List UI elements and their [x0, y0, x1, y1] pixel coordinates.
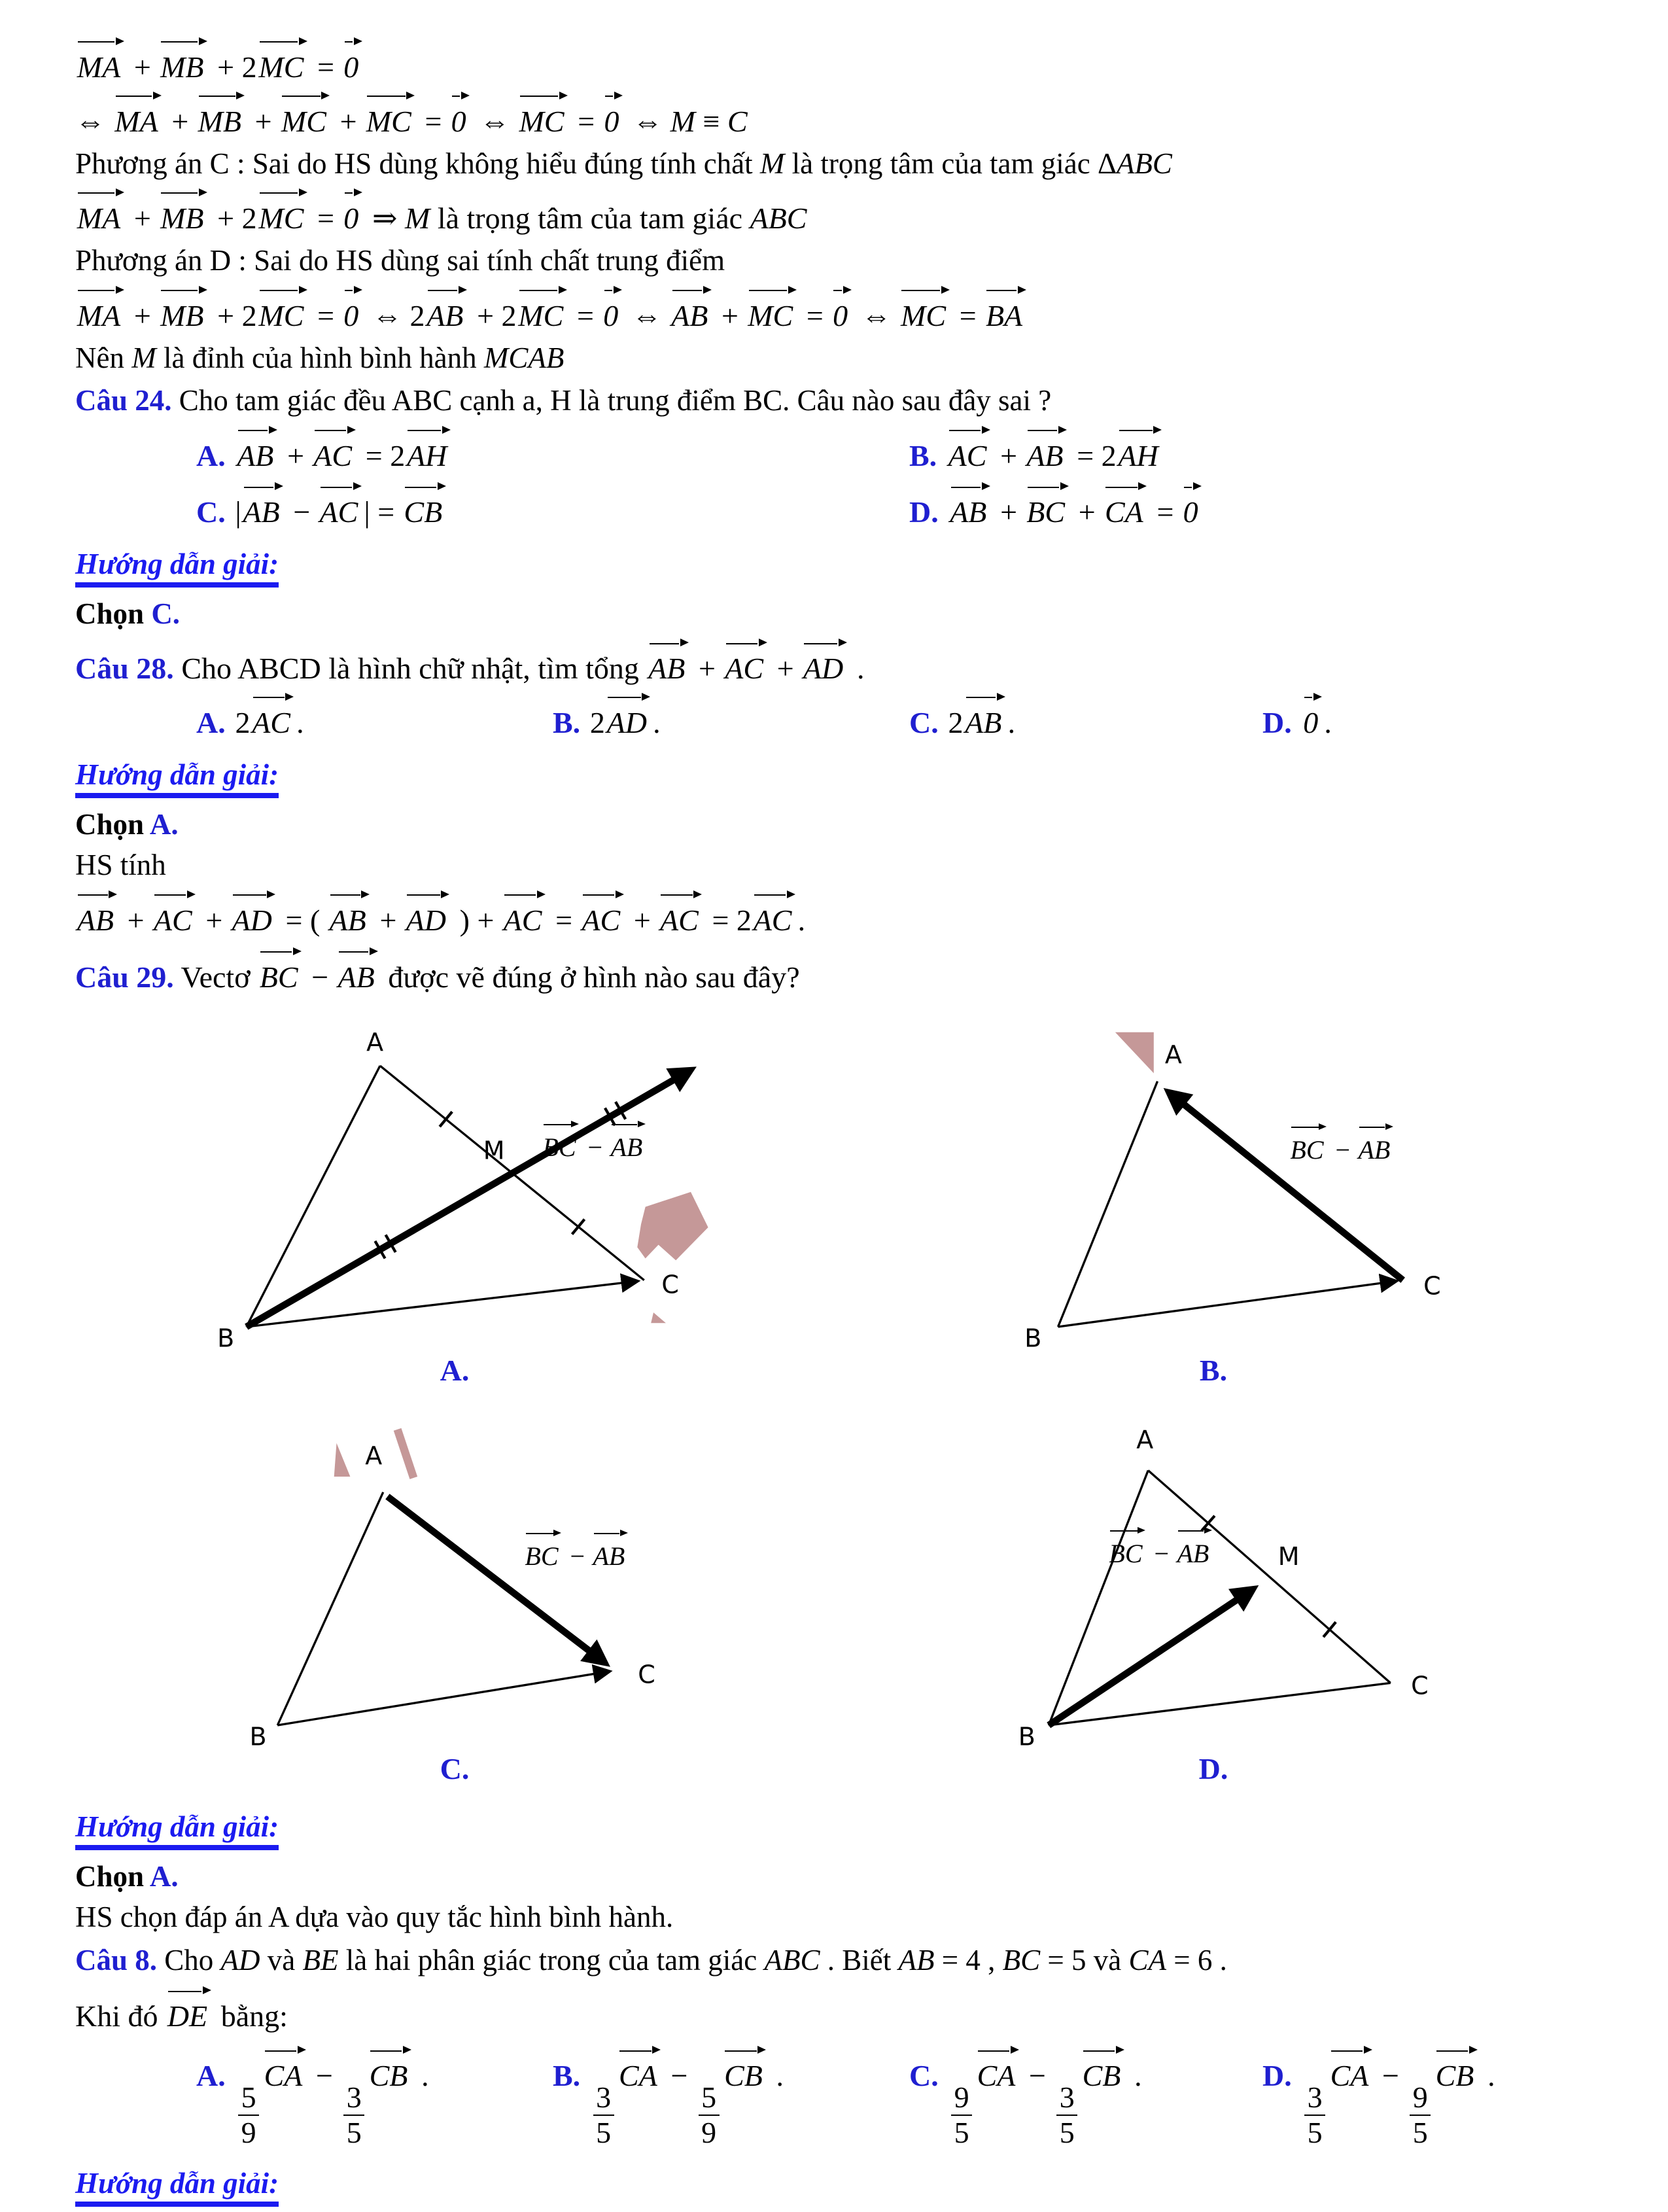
question-28 [75, 635, 1593, 686]
vertex-label-b: B [217, 1324, 235, 1352]
edge-ab [1049, 1471, 1148, 1726]
paragraph-phuong-an-d: Phương án D : Sai do HS dùng sai tính chất trung điểm [75, 244, 725, 277]
vertex-label-c: C [661, 1271, 679, 1300]
vertex-label-b: B [249, 1722, 267, 1751]
option-28-c [834, 692, 1213, 741]
diagram-a-wrapper [75, 1004, 834, 1402]
question-8-text: Cho AD và BE là hai phân giác trong của tam giác ABC . Biết AB = 4 , BC = 5 và CA = 6 . [157, 1943, 1227, 1976]
question-29-text: Vectơ BC − AB được vẽ đúng ở hình nào sau đây? [173, 960, 800, 994]
edge-ab [277, 1492, 383, 1725]
option-28-d-formula: 0 . [1303, 706, 1332, 740]
guide-28-choose-letter: A. [149, 808, 179, 841]
diagram-b-caption: B. [1199, 1354, 1228, 1388]
triangle-figure-b [919, 1004, 1508, 1352]
option-24-a-formula: AB + AC = 2AH [235, 439, 453, 472]
vector-difference-label: BC − AB [1107, 1538, 1214, 1569]
question-29-diagrams [75, 1004, 1593, 1800]
diagram-option-a [160, 1004, 749, 1352]
tick-am [440, 1112, 452, 1127]
diagram-a-caption: A. [440, 1354, 470, 1388]
option-8-c-label: C. [909, 2059, 939, 2093]
guide-29-heading: Hướng dẫn giải: [75, 1810, 279, 1850]
option-28-a-label: A. [196, 706, 226, 740]
question-29-label: Câu 29. [75, 960, 174, 994]
edge-bc [247, 1282, 635, 1327]
diagram-option-d [919, 1402, 1508, 1750]
option-24-c-label: C. [196, 495, 226, 529]
question-8-text2: Khi đó DE bằng: [75, 1999, 288, 2033]
option-28-b-label: B. [553, 706, 581, 740]
option-24-d [834, 481, 1593, 530]
guide-28-formula: AB + AC + AD = ( AB + AD ) + AC = AC + AC = 2AC . [77, 903, 806, 937]
formula-centroid: MA + MB + 2MC = 0 ⇒ M là trọng tâm của tam giác ABC [77, 202, 807, 236]
pink-small-mark [651, 1313, 666, 1324]
vector-difference-label: BC − AB [541, 1132, 648, 1163]
option-8-d-label: D. [1262, 2059, 1292, 2093]
option-28-d-label: D. [1262, 706, 1292, 740]
guide-24 [75, 538, 1593, 631]
option-24-d-label: D. [909, 495, 939, 529]
guide-29-choose-letter: A. [149, 1860, 179, 1893]
triangle-figure-d [919, 1402, 1508, 1750]
option-24-a-label: A. [196, 438, 226, 472]
option-8-b [455, 2039, 834, 2149]
question-24-options-row-1 [75, 425, 1593, 479]
option-8-a-formula: $\frac{5}{9}$ CA − $\frac{3}{5}$ CB . [235, 2059, 428, 2092]
formula-equiv-chain-1: ⇔ MA + MB + MC + MC = 0 ⇔ MC = 0 ⇔ M ≡ C [75, 104, 748, 138]
guide-28-note: HS tính [75, 849, 166, 882]
option-8-a-label: A. [196, 2059, 226, 2093]
vertex-label-a: A [1164, 1040, 1182, 1070]
guide-8 [75, 2157, 1593, 2212]
pink-stamp-shape [637, 1192, 708, 1261]
formula-ma-mb-2mc: MA + MB + 2MC = 0 [75, 36, 1593, 85]
vertex-label-a: A [1136, 1425, 1154, 1454]
option-28-b [455, 692, 834, 741]
guide-29 [75, 1800, 1593, 1937]
paragraph-nen-m: Nên M là đỉnh của hình bình hành MCAB [75, 341, 565, 374]
option-28-d [1213, 692, 1593, 741]
diagram-option-b [919, 1004, 1508, 1352]
option-8-a [75, 2039, 455, 2149]
question-8-options [75, 2039, 1593, 2154]
option-8-c-formula: $\frac{9}{5}$ CA − $\frac{3}{5}$ CB . [948, 2059, 1141, 2092]
vector-difference-label: BC − AB [1289, 1134, 1395, 1165]
option-28-c-formula: 2AB . [948, 706, 1016, 740]
tick-mc [572, 1220, 585, 1235]
question-28-label: Câu 28. [75, 652, 174, 686]
guide-29-note: HS chọn đáp án A dựa vào quy tắc hình bình hành. [75, 1901, 674, 1934]
guide-28-choose-prefix: Chọn [75, 808, 150, 841]
vertex-label-b: B [1018, 1722, 1035, 1751]
pink-triangle-mark [1115, 1032, 1154, 1074]
option-8-b-formula: $\frac{3}{5}$ CA − $\frac{5}{9}$ CB . [590, 2059, 784, 2092]
option-28-c-label: C. [909, 706, 939, 740]
question-24-options-row-2 [75, 481, 1593, 535]
option-24-a [75, 425, 834, 474]
guide-29-choose-prefix: Chọn [75, 1860, 150, 1893]
edge-ab [1058, 1081, 1158, 1327]
question-28-options [75, 692, 1593, 746]
option-24-d-formula: AB + BC + CA = 0 [948, 495, 1204, 529]
option-8-c [834, 2039, 1213, 2149]
question-24-text: Cho tam giác đều ABC cạnh a, H là trung điểm BC. Câu nào sau đây sai ? [171, 384, 1052, 417]
option-24-b [834, 425, 1593, 474]
triangle-figure-c [160, 1402, 749, 1750]
option-24-c [75, 481, 834, 530]
question-24 [75, 381, 1593, 420]
option-24-c-formula: |AB − AC | = CB [235, 495, 448, 529]
option-28-a-formula: 2AC . [235, 706, 304, 740]
vector-arrow-ca [1170, 1093, 1403, 1280]
vector-difference-label: BC − AB [523, 1541, 630, 1571]
option-28-a [75, 692, 455, 741]
vertex-label-m: M [1277, 1542, 1300, 1571]
vertex-label-a: A [365, 1441, 383, 1471]
diagram-c-caption: C. [440, 1752, 470, 1786]
guide-28 [75, 748, 1593, 938]
option-8-d-formula: $\frac{3}{5}$ CA − $\frac{9}{5}$ CB . [1301, 2059, 1495, 2092]
question-29 [75, 943, 1593, 995]
edge-bc [1058, 1282, 1394, 1327]
guide-24-choose-letter: C. [151, 597, 181, 631]
question-28-text: Cho ABCD là hình chữ nhật, tìm tổng AB + AC + AD . [173, 652, 865, 686]
triangle-figure-a [160, 1004, 749, 1352]
option-28-b-formula: 2AD . [589, 706, 661, 740]
pink-triangle-mark [334, 1443, 351, 1477]
guide-28-heading: Hướng dẫn giải: [75, 758, 279, 798]
vector-arrow-ac [387, 1497, 604, 1662]
vertex-label-c: C [638, 1660, 655, 1689]
question-8-label: Câu 8. [75, 1943, 158, 1976]
pink-slash-mark [398, 1430, 414, 1478]
vertex-label-m: M [483, 1136, 505, 1165]
diagram-d-caption: D. [1198, 1752, 1228, 1786]
guide-24-choose [75, 597, 1593, 631]
option-8-d [1213, 2039, 1593, 2149]
edge-bc [277, 1672, 607, 1726]
diagram-d-wrapper [834, 1402, 1593, 1800]
vertex-label-b: B [1024, 1324, 1042, 1352]
diagram-c-wrapper [75, 1402, 834, 1800]
guide-24-heading: Hướng dẫn giải: [75, 547, 279, 588]
guide-29-choose [75, 1859, 1593, 1893]
guide-28-choose [75, 807, 1593, 841]
vertex-label-a: A [366, 1028, 384, 1057]
vertex-label-c: C [1411, 1671, 1429, 1700]
edge-ac [1148, 1471, 1391, 1683]
option-8-b-label: B. [553, 2059, 581, 2093]
guide-8-heading: Hướng dẫn giải: [75, 2166, 279, 2207]
paragraph-phuong-an-c: Phương án C : Sai do HS dùng không hiểu đúng tính chất M là trọng tâm của tam giác ΔABC [75, 147, 1172, 180]
diagram-option-c [160, 1402, 749, 1750]
guide-24-choose-prefix: Chọn [75, 597, 152, 631]
option-24-b-label: B. [909, 438, 937, 472]
formula-equiv-chain-2: MA + MB + 2MC = 0 ⇔ 2AB + 2MC = 0 ⇔ AB + MC = 0 ⇔ MC = BA [75, 285, 1593, 334]
vertex-label-c: C [1423, 1272, 1441, 1301]
diagram-b-wrapper [834, 1004, 1593, 1402]
option-24-b-formula: AC + AB = 2AH [947, 439, 1164, 472]
question-8 [75, 1941, 1593, 1980]
question-24-label: Câu 24. [75, 384, 172, 417]
